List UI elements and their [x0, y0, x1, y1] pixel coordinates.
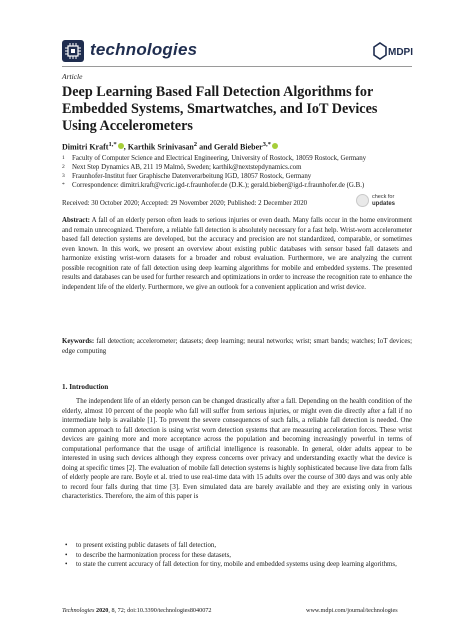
header-divider — [62, 66, 412, 67]
author-superscript: 3,* — [262, 141, 271, 148]
mdpi-logo — [373, 42, 413, 60]
abstract-label: Abstract: — [62, 217, 90, 224]
publication-dates: Received: 30 October 2020; Accepted: 29 November 2020; Published: 2 December 2020 — [62, 200, 308, 207]
abstract-text: A fall of an elderly person often leads to serious injuries or even death. Many falls occur in the home environment and remain unrecognized. Therefore, a reliable fall detection is absolutely necessary for a fast help. Wrist-worn accelerometer based fall detection systems are developed, but the accuracy and precision are not standardized, comparable, or sometimes even known. In this work, we present an overview about existing public databases with sensor based fall datasets and harmonize existing wrist-worn datasets for a broader and robust evaluation. Furthermore, we are analyzing the current possible recognition rate of fall detection using deep learning algorithms for mobile and embedded systems. The presented results and databases can be used for further research and optimizations in order to increase the recognition rate to enhance the independent life of the elderly. Furthermore, we give an outlook for a convenient application and wrist device. — [62, 217, 413, 291]
affiliation: 2 Next Step Dynamics AB, 211 19 Malmö, Sweden; karthik@nextstepdynamics.com — [62, 164, 302, 171]
bullet-icon: • — [65, 542, 68, 549]
affiliation: 3 Fraunhofer-Institut fuer Graphische Datenverarbeitung IGD, 18057 Rostock, Germany — [62, 173, 312, 180]
author-list: Dimitri Kraft$^{1,*}$ , Karthik Srinivasan$^2$ and Gerald Bieber$^{3,*}$ — [62, 141, 278, 152]
affiliation: 1 Faculty of Computer Science and Electrical Engineering, University of Rostock, 18059 Rostock, Germany — [62, 155, 367, 162]
check-updates-label: check for updates — [372, 194, 396, 207]
list-item: • to present existing public datasets of fall detection, — [65, 542, 217, 549]
paper-title: Deep Learning Based Fall Detection Algorithms for Embedded Systems, Smartwatches, and IoT Devices Using Accelerometers — [62, 84, 378, 134]
author-name[interactable]: Karthik Srinivasan — [127, 142, 194, 152]
author-superscript: 1,* — [108, 141, 117, 148]
journal-name: technologies — [90, 40, 198, 59]
aim-list — [62, 541, 412, 570]
author-name[interactable]: Dimitri Kraft — [62, 142, 109, 152]
bullet-icon: • — [65, 551, 68, 559]
citation-footer: Technologies 2020, 8, 72; doi:10.3390/technologies8040072 — [62, 607, 212, 614]
keywords-label: Keywords: — [62, 338, 95, 345]
author-superscript: 2 — [193, 141, 198, 148]
refresh-icon — [356, 194, 369, 207]
intro-paragraph: The independent life of an elderly person can be changed drastically after a fall. Depending on the health condition of the elderly, almost 10 percent of the people who fall will suffer from serious injuries, or might even die directly after a fall if no intermediate help is available [1]. To prevent the severe consequences of such falls, a reliable fall detection is needed. One common approach to fall detection is using wrist worn detection systems that are measuring acceleration forces. These wrist devices are gaining more and more acceptance across the population and becoming increasingly powerful in terms of computational performance that the usage of artificial intelligence is reasonable. In general, older adults appear to be interested in using such devices although they express concerns over privacy and understanding exactly what the device is doing at specific times [2]. The evaluation of mobile fall detection systems is highly sophisticated because live data from falls of elderly people are rare. Boyle et al. tried to use real-time data with 15 adults over the course of 300 days and was only able to record four falls during that time [3]. Even simulated data are barely available and they are existing only in various characteristics. Therefore, the aim of this paper is — [62, 398, 412, 500]
mdpi-text: MDPI — [388, 47, 413, 58]
article-type: Article — [62, 72, 83, 81]
list-item: • to state the current accuracy of fall detection for tiny, mobile and embedded systems using deep learning algorithms, — [65, 561, 397, 568]
journal-logo — [62, 40, 84, 62]
section-heading: 1. Introduction — [62, 383, 109, 391]
check-for-updates-button[interactable] — [356, 194, 412, 208]
journal-url-link[interactable]: www.mdpi.com/journal/technologies — [306, 607, 398, 614]
list-item: • to describe the harmonization process for these datasets, — [65, 551, 231, 559]
keywords-text: fall detection; accelerometer; datasets; deep learning; neural networks; wrist; smart bands; watches; IoT devices; edge computing — [62, 338, 412, 355]
keywords — [62, 337, 412, 356]
correspondence: * Correspondence: dimitri.kraft@vcric.igd-r.fraunhofer.de (D.K.); gerald.bieber@igd-r.fraunhofer.de (G.B.) — [62, 182, 365, 189]
intro-body — [62, 397, 412, 502]
orcid-icon[interactable] — [272, 143, 278, 149]
abstract — [62, 216, 412, 292]
author-name[interactable]: Gerald Bieber — [214, 142, 263, 152]
orcid-icon[interactable] — [118, 143, 124, 149]
bullet-icon: • — [65, 561, 68, 568]
